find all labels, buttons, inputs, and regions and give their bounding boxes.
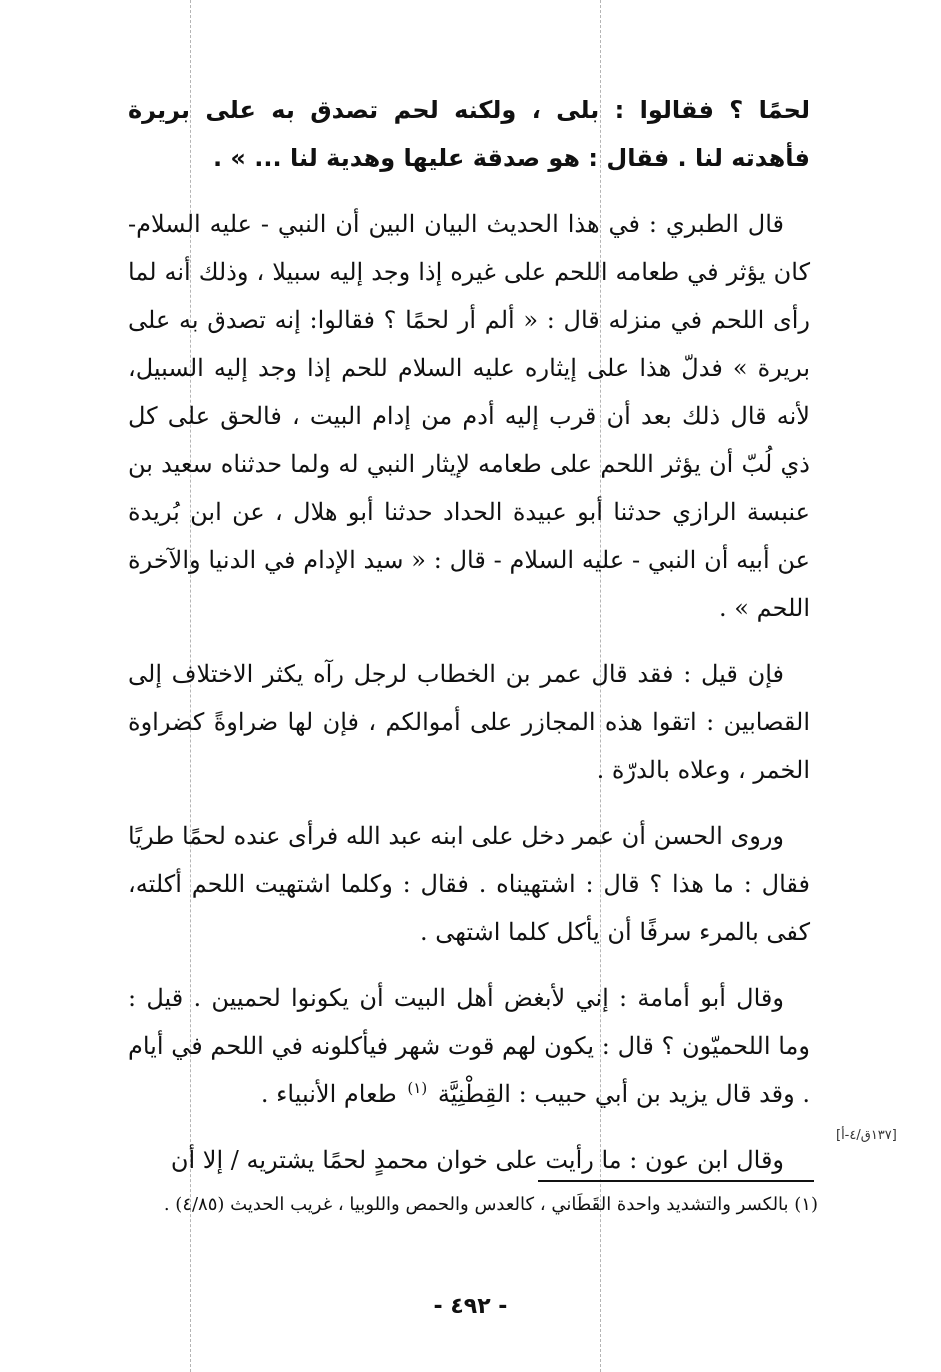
footnote: (١) بالكسر والتشديد واحدة القَطَاني ، كالعدس والحمص واللوبيا ، غريب الحديث (٤/٨٥) .	[163, 1194, 818, 1215]
paragraph-hasan: وروى الحسن أن عمر دخل على ابنه عبد الله فرأى عنده لحمًا طريًا فقال : ما هذا ؟ قال : اشتهيناه . فقال : وكلما اشتهيت اللحم أكلته، كفى بالمرء سرفًا أن يأكل كلما اشتهى .	[128, 822, 810, 946]
paragraph-continuation: لحمًا ؟ فقالوا : بلى ، ولكنه لحم تصدق به على بريرة فأهدته لنا . فقال : هو صدقة عليها وهدية لنا ... » .	[128, 96, 810, 172]
footnote-separator	[538, 1180, 814, 1182]
paragraph-ibn-awn: وقال ابن عون : ما رأيت على خوان محمدٍ لحمًا يشتريه / إلا أن	[170, 1146, 784, 1174]
paragraph-abu-umama	[128, 974, 810, 1118]
manuscript-margin-reference: [١٣٧ق/٤-أ]	[836, 1128, 897, 1143]
main-text	[128, 86, 810, 1202]
paragraph-objection: فإن قيل : فقد قال عمر بن الخطاب لرجل رآه يكثر الاختلاف إلى القصابين : اتقوا هذه المجازر على أموالكم ، فإن لها ضراوةً كضراوة الخمر ، وعلاه بالدرّة .	[128, 660, 810, 784]
paragraph-abu-umama-text-end: طعام الأنبياء .	[260, 1080, 397, 1108]
paragraph-tabari: قال الطبري : في هذا الحديث البيان البين أن النبي - عليه السلام- كان يؤثر في طعامه اللحم على غيره إذا وجد إليه سبيلا ، وذلك أنه لما رأى اللحم في منزله قال : « ألم أر لحمًا ؟ فقالوا: إنه تصدق به على بريرة » فدلّ هذا على إيثاره عليه السلام للحم إذا وجد إليه السبيل، لأنه قال ذلك بعد أن قرب إليه أدم من إدام البيت ، فالحق على كل ذي لُبّ أن يؤثر اللحم على طعامه لإيثار النبي له ولما حدثناه سعيد بن عنبسة الرازي حدثنا أبو عبيدة الحداد حدثنا أبو هلال ، عن ابن بُريدة عن أبيه أن النبي - عليه السلام - قال : « سيد الإدام في الدنيا والآخرة اللحم » .	[128, 210, 810, 622]
footnote-marker: (١)	[407, 1079, 428, 1097]
paragraph-abu-umama-text: وقال أبو أمامة : إني لأبغض أهل البيت أن يكونوا لحميين . قيل : وما اللحميّون ؟ قال : يكون لهم قوت شهر فيأكلونه في اللحم في أيام . وقد قال يزيد بن أبي حبيب : القِطْنِيَّة	[128, 984, 810, 1108]
page-number: - ٤٩٢ -	[433, 1294, 508, 1319]
